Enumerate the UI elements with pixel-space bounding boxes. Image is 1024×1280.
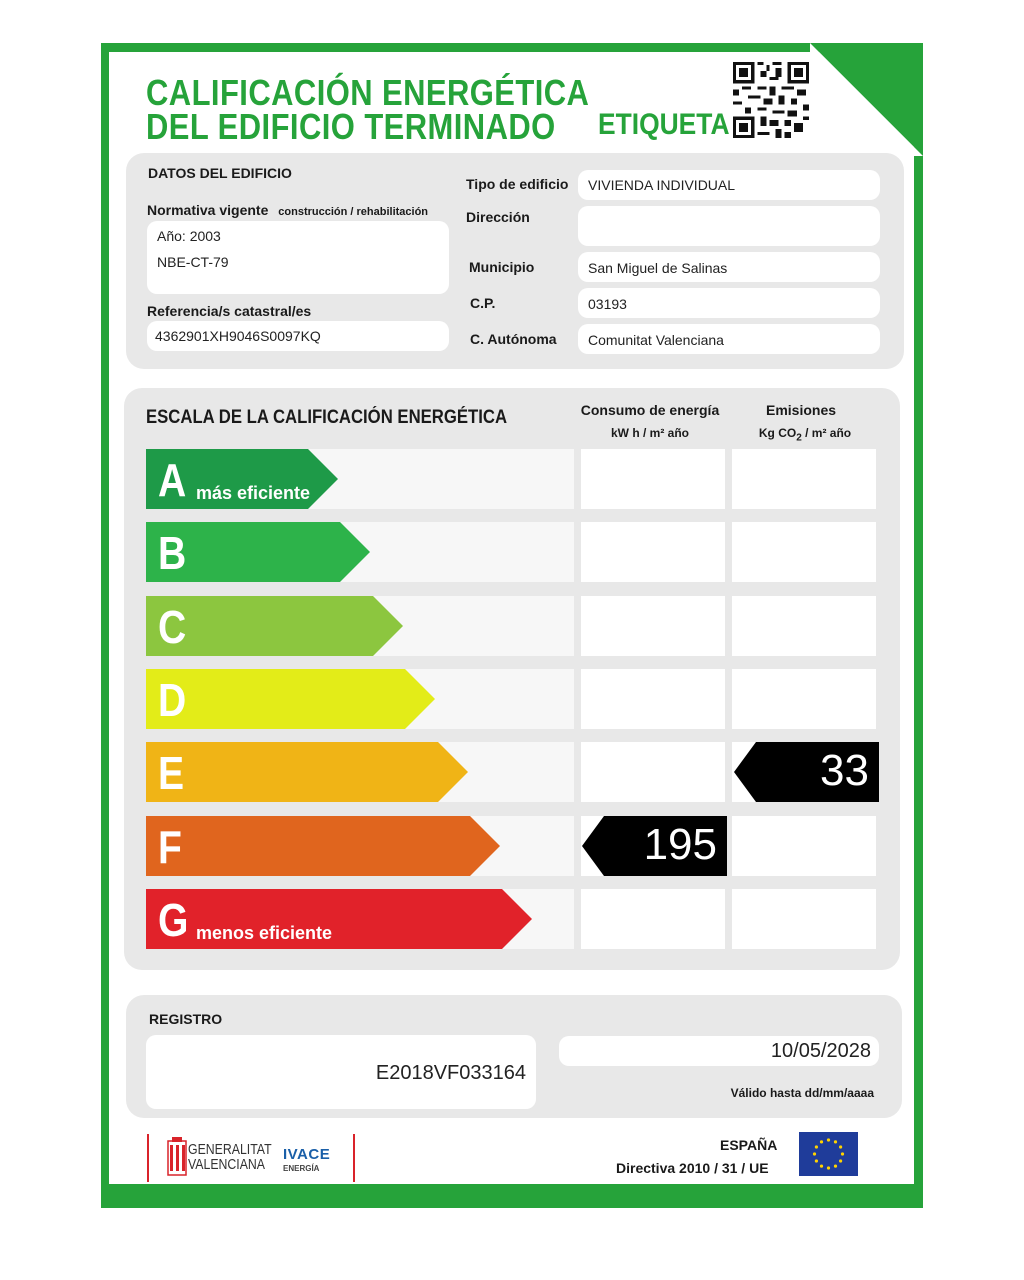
scale-title: ESCALA DE LA CALIFICACIÓN ENERGÉTICA [146,407,508,428]
qr-code-icon[interactable] [733,62,809,138]
rating-arrow-d [146,669,435,729]
normativa-sub-label: construcción / rehabilitación [278,206,429,218]
generalitat-crest-icon [166,1137,188,1179]
rating-letter-d: D [158,674,187,726]
rating-sub-a: más eficiente [196,483,311,503]
consumo-cell-e [581,742,725,802]
municipio-label: Municipio [469,259,535,275]
consumo-header: Consumo de energía [580,402,720,418]
normativa-code: NBE-CT-79 [157,254,229,270]
consumo-marker [582,816,727,876]
municipio-value: San Miguel de Salinas [588,260,728,276]
autonoma-box [578,324,880,354]
rating-letter-f: F [158,821,182,873]
rating-letter-b: B [158,527,187,579]
registro-valid-label: Válido hasta dd/mm/aaaa [730,1086,874,1100]
etiqueta-label: ETIQUETA [598,108,730,141]
normativa-box [147,221,449,294]
rating-arrow-g [146,889,532,949]
rating-arrow-b [146,522,370,582]
autonoma-label: C. Autónoma [470,331,557,347]
rating-letter-e: E [158,747,185,799]
consumo-marker-value: 195 [643,820,717,869]
eu-flag-icon [799,1132,858,1176]
direccion-label: Dirección [466,209,530,225]
referencia-value: 4362901XH9046S0097KQ [155,328,321,344]
registro-date-box [559,1036,879,1066]
rating-arrow-e [146,742,468,802]
normativa-label-text: Normativa vigente [147,202,269,218]
emisiones-cell-d [732,669,876,729]
tipo-label: Tipo de edificio [466,176,569,192]
rating-arrow-c [146,596,403,656]
tipo-value: VIVIENDA INDIVIDUAL [588,177,736,193]
registro-label: REGISTRO [149,1011,223,1027]
generalitat-line1: GENERALITAT [188,1141,272,1158]
cp-value: 03193 [588,296,627,312]
referencia-box [147,321,449,351]
registro-number-box [146,1035,536,1109]
municipio-box [578,252,880,282]
tipo-box [578,170,880,200]
autonoma-value: Comunitat Valenciana [588,332,724,348]
consumo-cell-c [581,596,725,656]
footer-divider-right [353,1134,355,1182]
corner-fold [810,43,923,156]
ivace-logo: IVACE [283,1146,331,1163]
emisiones-cell-c [732,596,876,656]
registro-date: 10/05/2028 [770,1040,871,1062]
normativa-year: Año: 2003 [157,228,221,244]
rating-letter-g: G [158,894,189,946]
consumo-cell-d [581,669,725,729]
registro-number: E2018VF033164 [375,1062,526,1084]
rating-letter-a: A [158,454,187,506]
ivace-sub: ENERGÍA [283,1164,320,1173]
generalitat-name [188,1142,272,1172]
direccion-box [578,206,880,246]
emisiones-cell-b [732,522,876,582]
emisiones-marker-value: 33 [820,746,869,795]
emisiones-unit [731,426,879,443]
footer-divider-left [147,1134,149,1182]
emisiones-cell-a [732,449,876,509]
rating-arrow-a [146,449,338,509]
consumo-unit: kW h / m² año [611,426,689,440]
rating-arrow-f [146,816,500,876]
generalitat-line2: VALENCIANA [188,1156,266,1173]
emisiones-marker [734,742,879,802]
title-line-2: DEL EDIFICIO TERMINADO [146,106,556,147]
consumo-cell-a [581,449,725,509]
emisiones-unit-sub: 2 [796,432,802,444]
normativa-label [147,202,428,218]
rating-sub-g: menos eficiente [196,923,333,943]
emisiones-unit-pre: Kg CO [758,426,797,440]
emisiones-cell-g [732,889,876,949]
emisiones-unit-post: / m² año [801,426,852,440]
referencia-label: Referencia/s catastral/es [147,303,312,319]
directive-label: Directiva 2010 / 31 / UE [616,1160,769,1176]
rating-letter-c: C [158,601,187,653]
emisiones-header: Emisiones [765,402,837,418]
emisiones-cell-f [732,816,876,876]
country-label: ESPAÑA [720,1137,778,1153]
cp-box [578,288,880,318]
consumo-cell-b [581,522,725,582]
title-line-1: CALIFICACIÓN ENERGÉTICA [146,72,590,113]
consumo-cell-g [581,889,725,949]
building-data-title: DATOS DEL EDIFICIO [148,165,292,181]
cp-label: C.P. [470,295,496,311]
